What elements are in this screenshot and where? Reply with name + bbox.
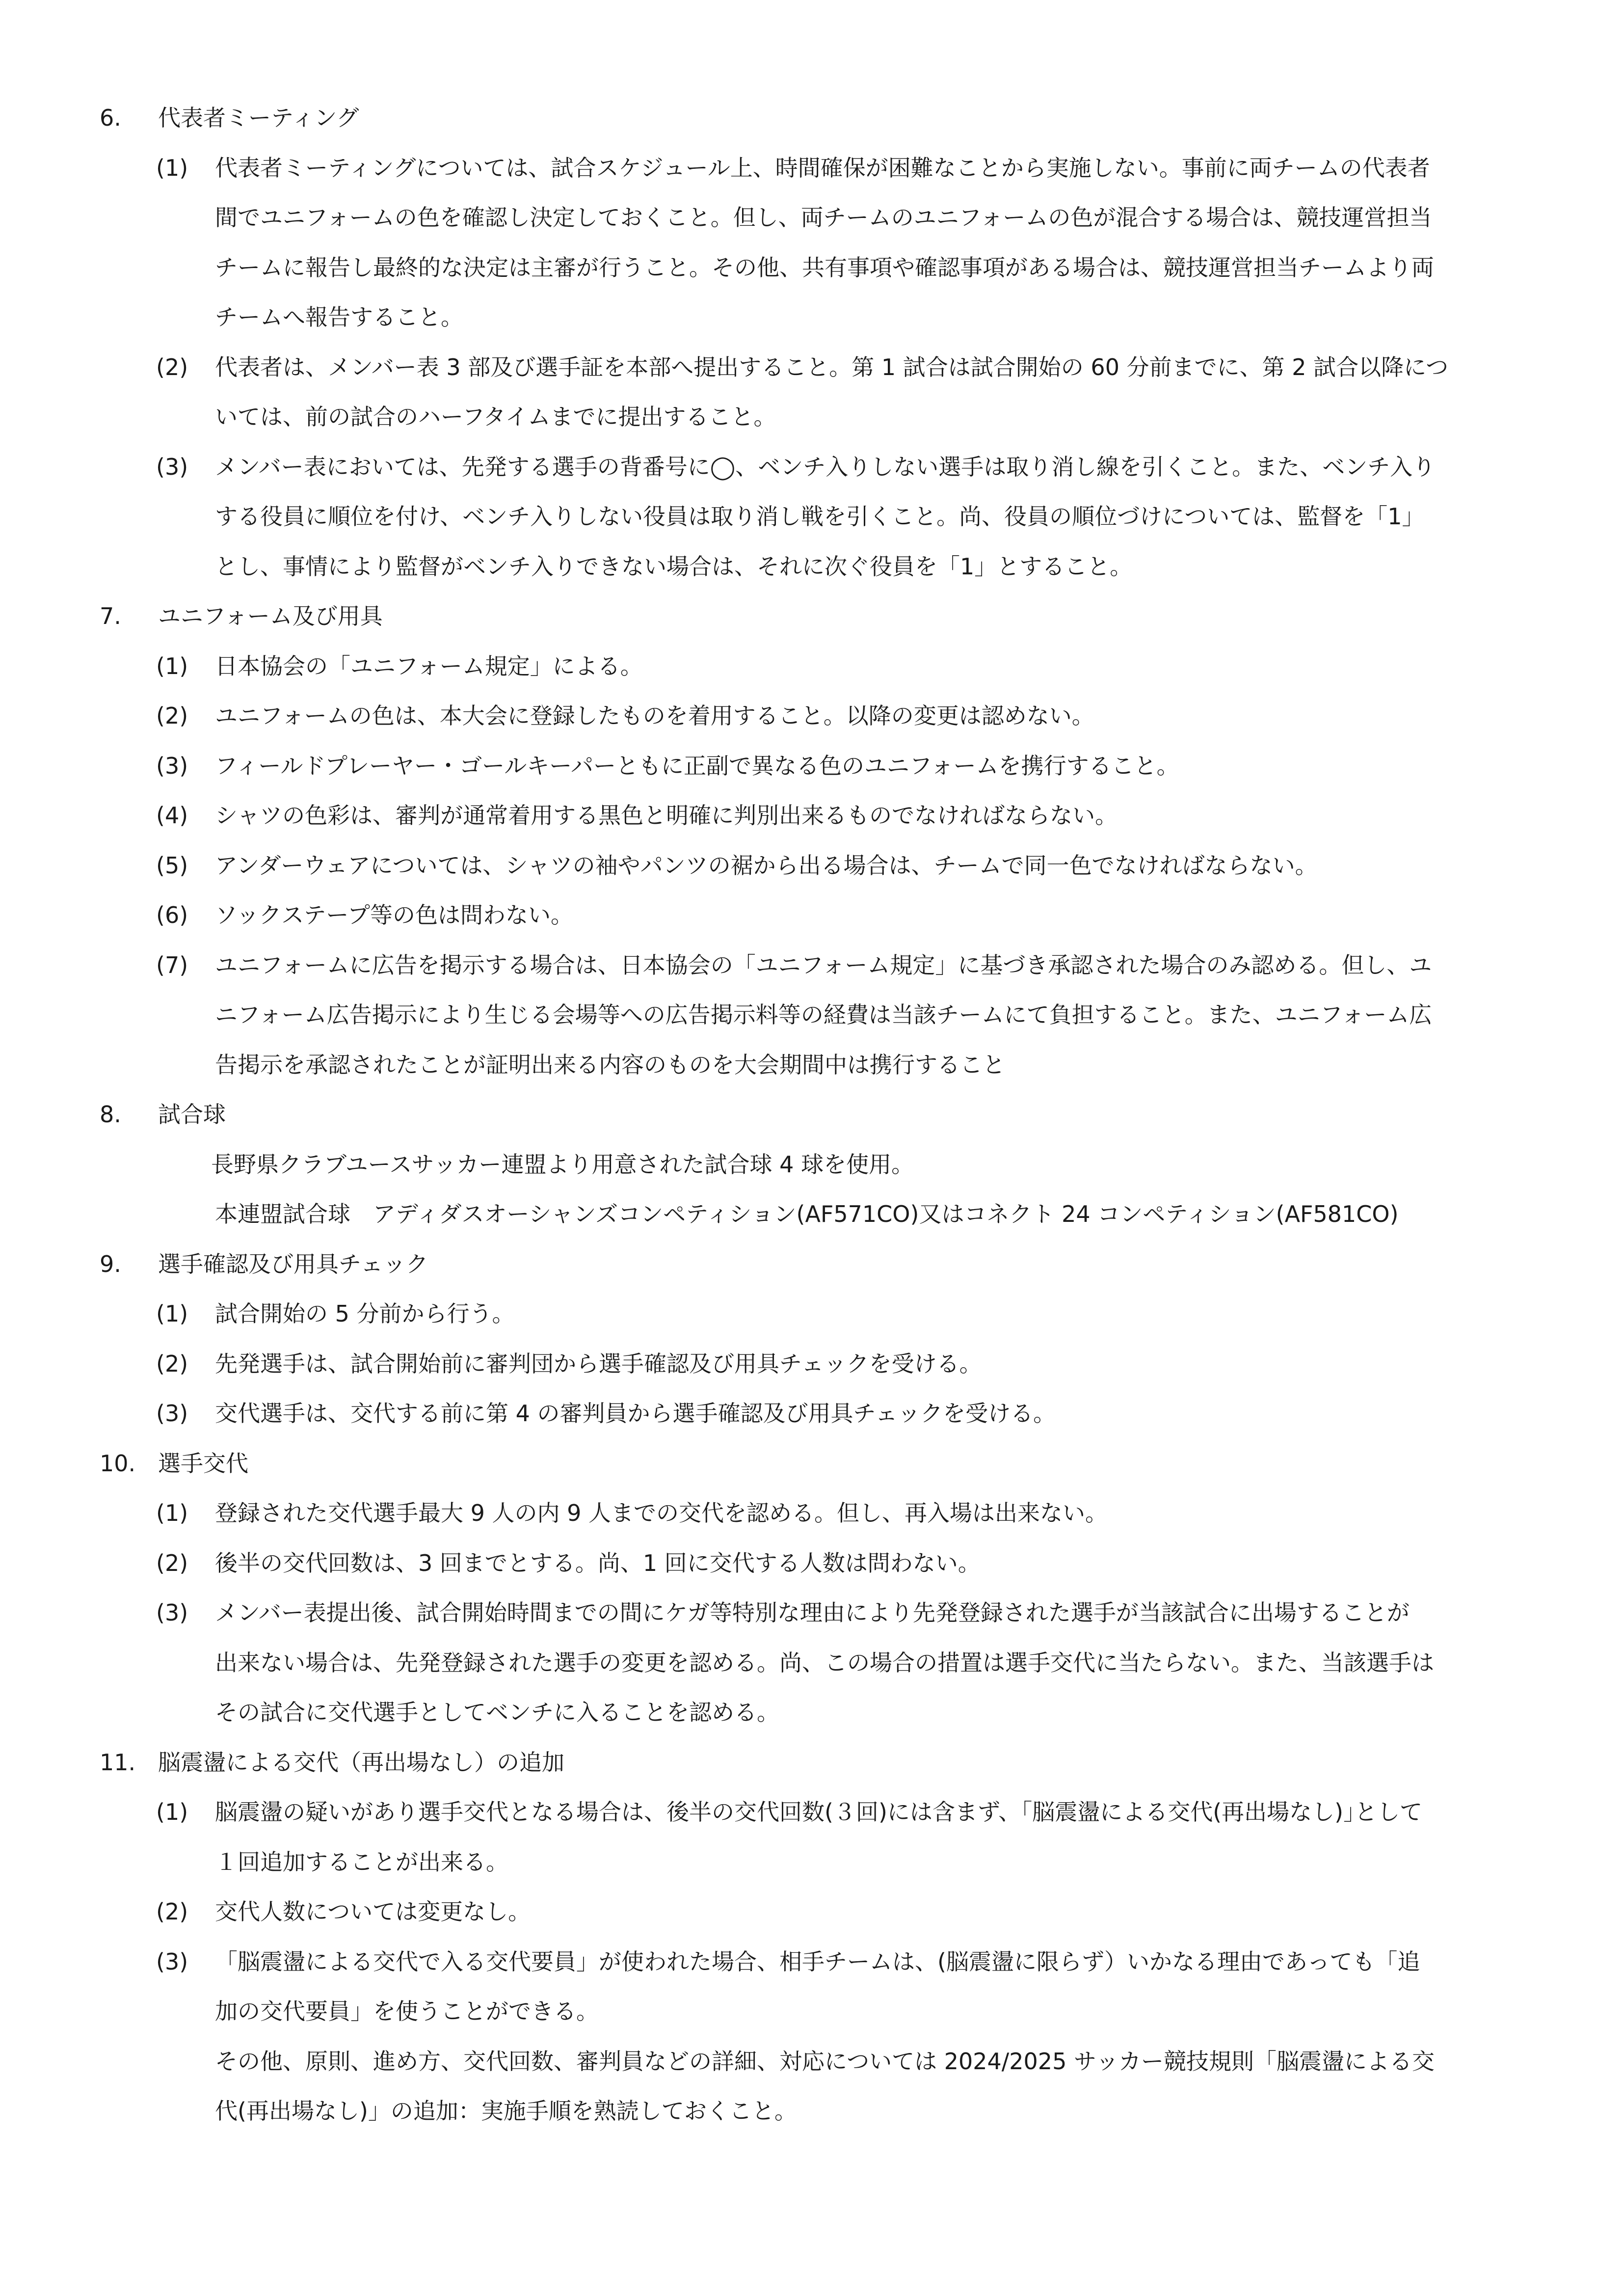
section-number: 10.: [100, 1450, 136, 1477]
item-6-3: [0, 442, 1623, 592]
item-number: (6): [156, 902, 188, 928]
section-11: [0, 1738, 1623, 1788]
item-11-1: [0, 1787, 1623, 1887]
item-text: 加の交代要員」を使うことができる。: [215, 1998, 599, 2025]
item-text: 登録された交代選手最大 9 人の内 9 人までの交代を認める。但し、再入場は出来ない。: [215, 1500, 1108, 1526]
section-title: ユニフォーム及び用具: [158, 603, 383, 629]
section-title: 選手確認及び用具チェック: [158, 1250, 428, 1277]
item-7-1: [0, 642, 1623, 692]
section-number: 8.: [100, 1101, 121, 1128]
item-number: (1): [156, 1500, 188, 1526]
item-number: (5): [156, 852, 188, 879]
item-6-1: [0, 143, 1623, 343]
item-text: 交代選手は、交代する前に第 4 の審判員から選手確認及び用具チェックを受ける。: [215, 1400, 1056, 1427]
section-title: 選手交代: [158, 1450, 248, 1477]
item-9-2: [0, 1339, 1623, 1389]
item-text: アンダーウェアについては、シャツの袖やパンツの裾から出る場合は、チームで同一色でなければならない。: [215, 852, 1318, 879]
item-number: (2): [156, 353, 188, 380]
item-number: (1): [156, 1300, 188, 1327]
item-text: 日本協会の「ユニフォーム規定」による。: [215, 652, 643, 679]
item-text: その他、原則、進め方、交代回数、審判員などの詳細、対応については 2024/2025 サッカー競技規則「脳震盪による交: [215, 2048, 1435, 2075]
item-number: (3): [156, 1948, 188, 1975]
item-7-7: [0, 941, 1623, 1090]
item-number: (2): [156, 1549, 188, 1576]
item-10-1: [0, 1488, 1623, 1539]
item-text: とし、事情により監督がベンチ入りできない場合は、それに次ぐ役員を「1」とすること。: [215, 553, 1133, 580]
section-title: 脳震盪による交代（再出場なし）の追加: [158, 1749, 564, 1776]
item-text: 交代人数については変更なし。: [215, 1898, 531, 1925]
item-number: (2): [156, 1898, 188, 1925]
item-text: その試合に交代選手としてベンチに入ることを認める。: [215, 1699, 779, 1726]
item-text: 告掲示を承認されたことが証明出来る内容のものを大会期間中は携行すること: [215, 1051, 1005, 1078]
item-text: メンバー表においては、先発する選手の背番号に◯、ベンチ入りしない選手は取り消し線を引くこと。また、ベンチ入り: [215, 453, 1436, 480]
section-10: [0, 1439, 1623, 1489]
item-text: 試合開始の 5 分前から行う。: [215, 1300, 515, 1327]
section-7: [0, 592, 1623, 642]
item-7-6: [0, 891, 1623, 941]
item-text: 間でユニフォームの色を確認し決定しておくこと。但し、両チームのユニフォームの色が混合する場合は、競技運営担当: [215, 204, 1432, 231]
section-6: [0, 93, 1623, 143]
item-text: シャツの色彩は、審判が通常着用する黒色と明確に判別出来るものでなければならない。: [215, 802, 1118, 829]
item-number: (3): [156, 752, 188, 779]
item-text: 代表者ミーティングについては、試合スケジュール上、時間確保が困難なことから実施しない。事前に両チームの代表者: [215, 154, 1430, 181]
item-text: 「脳震盪による交代で入る交代要員」が使われた場合、相手チームは、(脳震盪に限らず）いかなる理由であっても「追: [215, 1948, 1420, 1975]
item-text: チームへ報告すること。: [215, 304, 463, 330]
item-9-3: [0, 1389, 1623, 1439]
section-title: 代表者ミーティング: [158, 105, 359, 131]
item-7-4: [0, 791, 1623, 841]
item-7-2: [0, 691, 1623, 741]
item-text: フィールドプレーヤー・ゴールキーパーともに正副で異なる色のユニフォームを携行すること。: [215, 752, 1179, 779]
section-number: 9.: [100, 1250, 121, 1277]
item-text: 後半の交代回数は、3 回までとする。尚、1 回に交代する人数は問わない。: [215, 1549, 981, 1576]
item-number: (4): [156, 802, 188, 829]
item-text: 代(再出場なし)」の追加：実施手順を熟読しておくこと。: [215, 2098, 797, 2124]
item-number: (3): [156, 1599, 188, 1626]
item-text: メンバー表提出後、試合開始時間までの間にケガ等特別な理由により先発登録された選手が当該試合に出場することが: [215, 1599, 1410, 1626]
item-7-3: [0, 741, 1623, 791]
item-text: 先発選手は、試合開始前に審判団から選手確認及び用具チェックを受ける。: [215, 1350, 982, 1377]
item-text: いては、前の試合のハーフタイムまでに提出すること。: [215, 404, 776, 430]
section-number: 6.: [100, 105, 121, 131]
section-number: 11.: [100, 1749, 136, 1776]
item-text: 出来ない場合は、先発登録された選手の変更を認める。尚、この場合の措置は選手交代に当たらない。また、当該選手は: [215, 1649, 1434, 1676]
body-text: 長野県クラブユースサッカー連盟より用意された試合球 4 球を使用。: [211, 1151, 914, 1178]
item-number: (1): [156, 154, 188, 181]
section-9: [0, 1240, 1623, 1290]
section-number: 7.: [100, 603, 121, 629]
item-number: (2): [156, 702, 188, 729]
item-number: (2): [156, 1350, 188, 1377]
item-text: 脳震盪の疑いがあり選手交代となる場合は、後半の交代回数(３回)には含まず、｢脳震盪による交代(再出場なし)｣として: [215, 1799, 1423, 1825]
item-text: ニフォーム広告掲示により生じる会場等への広告掲示料等の経費は当該チームにて負担すること。また、ユニフォーム広: [215, 1001, 1432, 1028]
item-6-2: [0, 343, 1623, 442]
body-text: 本連盟試合球 アディダスオーシャンズコンペティション(AF571CO)又はコネクト 24 コンペティション(AF581CO): [215, 1201, 1399, 1227]
document-body: [0, 93, 1623, 2136]
item-number: (3): [156, 453, 188, 480]
section-8: [0, 1090, 1623, 1140]
section-8-body: [0, 1140, 1623, 1240]
item-text: ソックステープ等の色は問わない。: [215, 902, 574, 928]
item-text: １回追加することが出来る。: [215, 1848, 508, 1875]
item-number: (1): [156, 652, 188, 679]
item-7-5: [0, 841, 1623, 891]
item-number: (3): [156, 1400, 188, 1427]
item-text: チームに報告し最終的な決定は主審が行うこと。その他、共有事項や確認事項がある場合は、競技運営担当チームより両: [215, 254, 1434, 281]
section-title: 試合球: [158, 1101, 226, 1128]
item-number: (7): [156, 951, 188, 978]
item-9-1: [0, 1289, 1623, 1339]
item-10-3: [0, 1588, 1623, 1738]
item-11-3: [0, 1937, 1623, 2136]
item-11-2: [0, 1887, 1623, 1937]
item-text: ユニフォームに広告を掲示する場合は、日本協会の「ユニフォーム規定」に基づき承認された場合のみ認める。但し、ユ: [215, 951, 1432, 978]
item-10-2: [0, 1539, 1623, 1589]
item-text: する役員に順位を付け、ベンチ入りしない役員は取り消し戦を引くこと。尚、役員の順位づけについては、監督を「1」: [215, 503, 1425, 530]
item-text: 代表者は、メンバー表 3 部及び選手証を本部へ提出すること。第 1 試合は試合開始の 60 分前までに、第 2 試合以降につ: [215, 353, 1449, 380]
item-text: ユニフォームの色は、本大会に登録したものを着用すること。以降の変更は認めない。: [215, 702, 1094, 729]
item-number: (1): [156, 1799, 188, 1825]
